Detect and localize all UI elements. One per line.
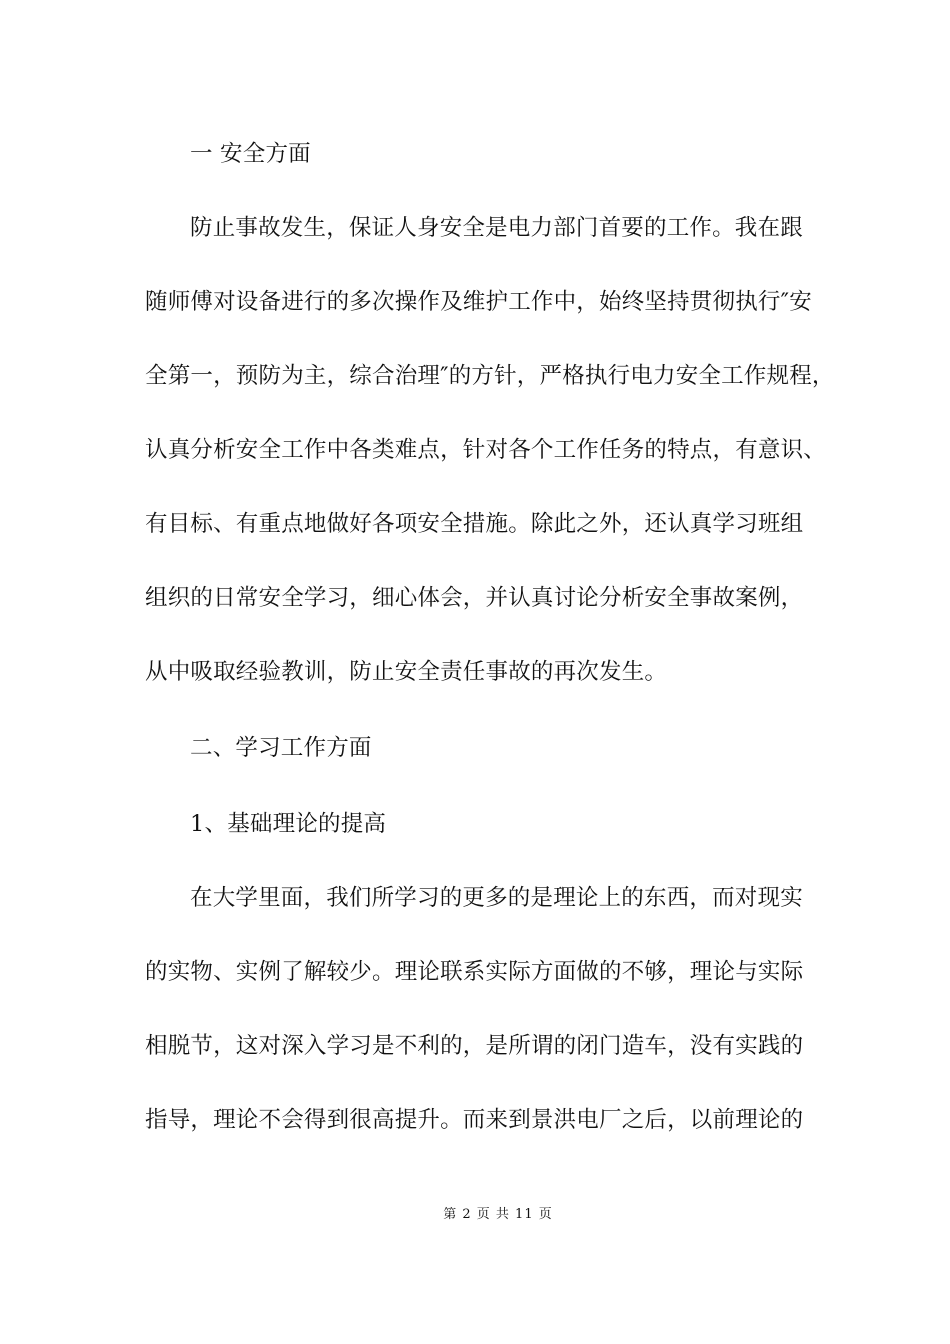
subsection-heading-theory: 1、基础理论的提高 [190,811,387,837]
paragraph-line: 组织的日常安全学习，细心体会，并认真讨论分析安全事故案例， [145,585,804,611]
paragraph-line: 指导，理论不会得到很高提升。而来到景洪电厂之后，以前理论的 [145,1107,804,1133]
section-heading-study-work: 二、学习工作方面 [190,735,372,761]
paragraph-line: 随师傅对设备进行的多次操作及维护工作中，始终坚持贯彻执行″安 [145,289,812,315]
paragraph-line: 有目标、有重点地做好各项安全措施。除此之外，还认真学习班组 [145,511,804,537]
paragraph-line: 相脱节，这对深入学习是不利的，是所谓的闭门造车，没有实践的 [145,1033,804,1059]
paragraph-line: 的实物、实例了解较少。理论联系实际方面做的不够，理论与实际 [145,959,804,985]
paragraph-line: 在大学里面，我们所学习的更多的是理论上的东西，而对现实 [190,885,803,911]
paragraph-line: 全第一，预防为主，综合治理″的方针，严格执行电力安全工作规程， [145,363,835,389]
paragraph-line: 防止事故发生，保证人身安全是电力部门首要的工作。我在跟 [190,215,803,241]
page-number-footer: 第 2 页 共 11 页 [443,1207,553,1222]
paragraph-line: 认真分析安全工作中各类难点，针对各个工作任务的特点，有意识、 [145,437,827,463]
paragraph-line: 从中吸取经验教训，防止安全责任事故的再次发生。 [145,659,668,685]
section-heading-safety: 一 安全方面 [190,141,311,167]
